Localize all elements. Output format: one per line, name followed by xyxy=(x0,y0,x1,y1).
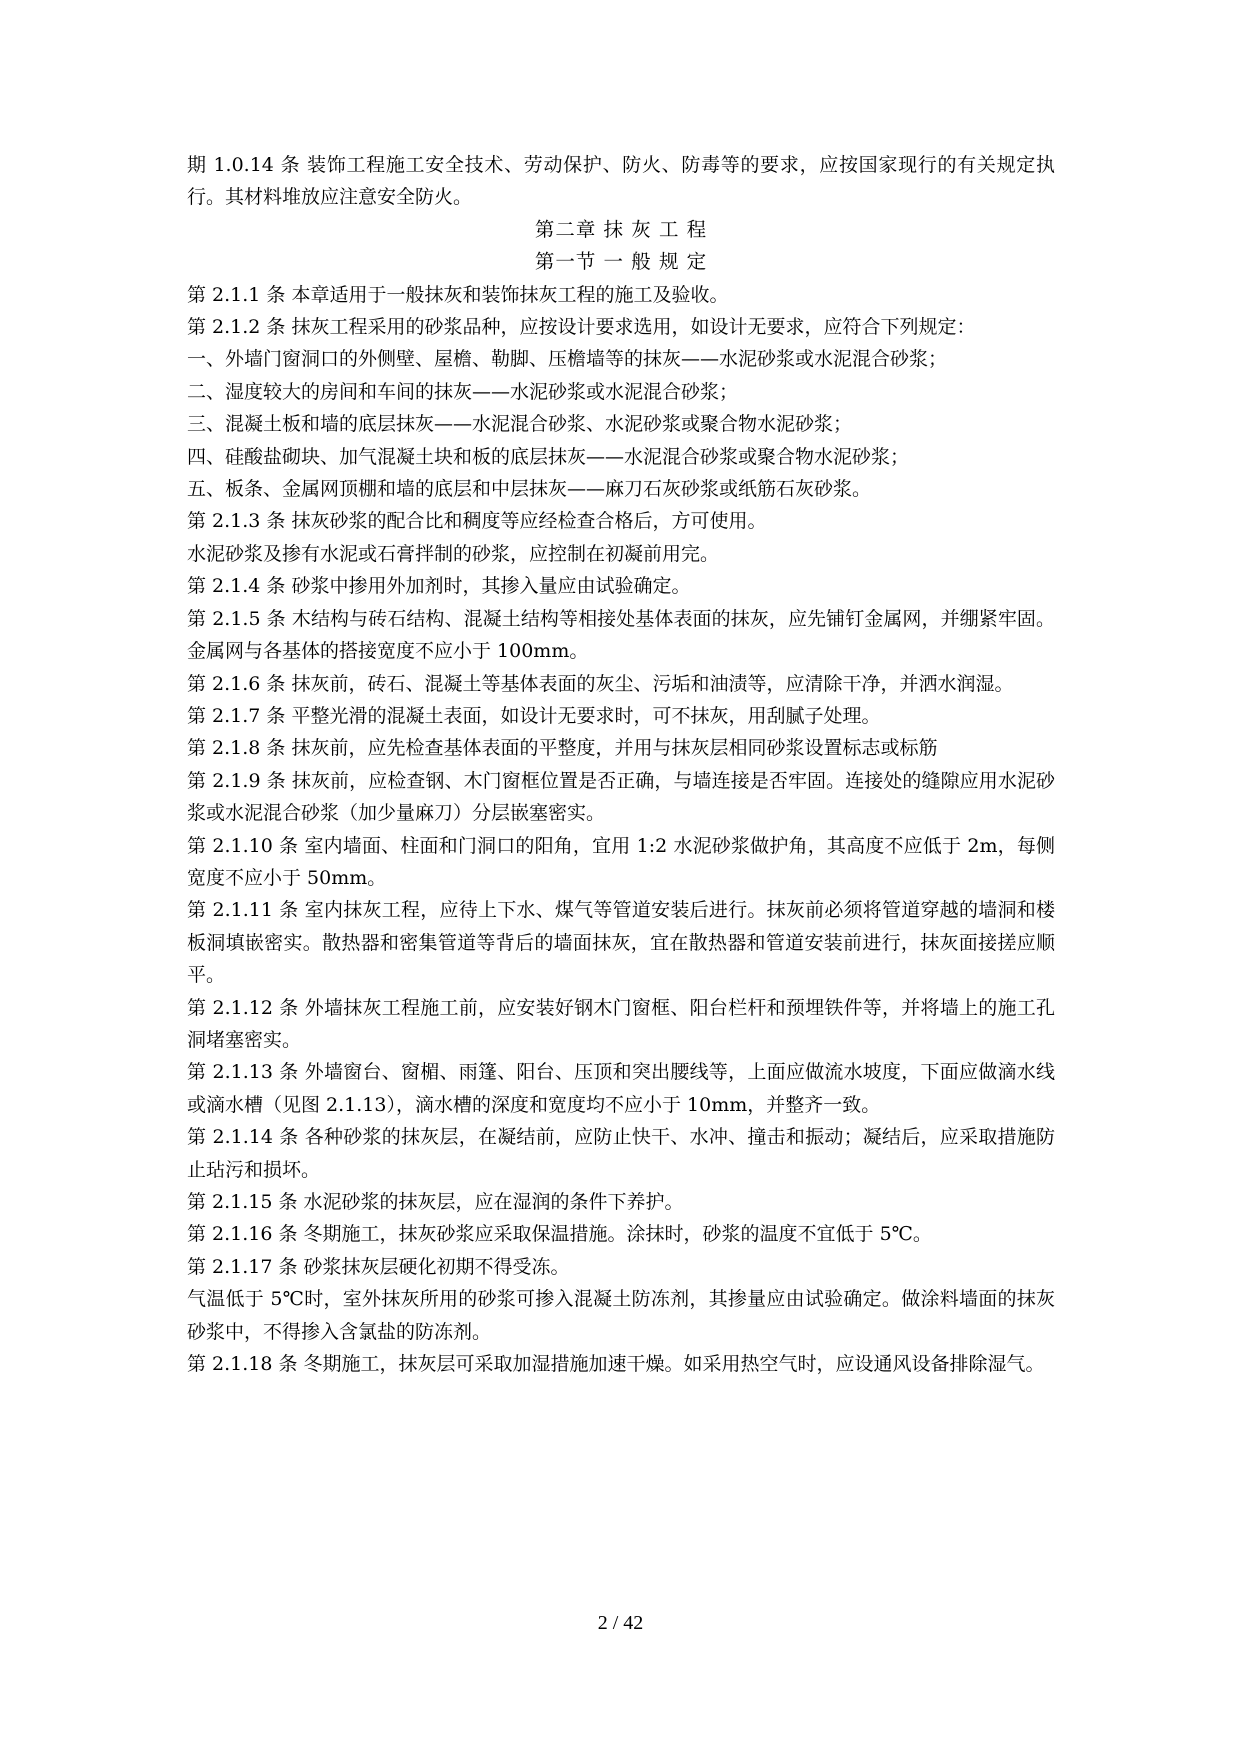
list-item: 二、湿度较大的房间和车间的抹灰——水泥砂浆或水泥混合砂浆； xyxy=(187,380,739,403)
page-content xyxy=(187,149,1055,1380)
section-heading: 第一节 一 般 规 定 xyxy=(534,250,708,274)
paragraph: 第 2.1.1 条 本章适用于一般抹灰和装饰抹灰工程的施工及验收。 xyxy=(187,283,729,306)
paragraph: 第 2.1.17 条 砂浆抹灰层硬化初期不得受冻。 xyxy=(187,1255,570,1278)
paragraph: 第 2.1.13 条 外墙窗台、窗楣、雨篷、阳台、压顶和突出腰线等，上面应做流水坡度，下面应做滴水线或滴水槽（见图 2.1.13），滴水槽的深度和宽度均不应小于 10mm，并整齐一致。 xyxy=(187,1061,1055,1116)
paragraph: 水泥砂浆及掺有水泥或石膏拌制的砂浆，应控制在初凝前用完。 xyxy=(187,542,720,565)
paragraph: 第 2.1.11 条 室内抹灰工程，应待上下水、煤气等管道安装后进行。抹灰前必须将管道穿越的墙洞和楼板洞填嵌密实。散热器和密集管道等背后的墙面抹灰，宜在散热器和管道安装前进行，抹灰面接搓应顺平。 xyxy=(187,899,1055,987)
paragraph: 气温低于 5℃时，室外抹灰所用的砂浆可掺入混凝土防冻剂，其掺量应由试验确定。做涂料墙面的抹灰砂浆中，不得掺入含氯盐的防冻剂。 xyxy=(187,1288,1055,1343)
paragraph: 第 2.1.16 条 冬期施工，抹灰砂浆应采取保温措施。涂抹时，砂浆的温度不宜低于 5℃。 xyxy=(187,1223,932,1246)
list-item: 四、硅酸盐砌块、加气混凝土块和板的底层抹灰——水泥混合砂浆或聚合物水泥砂浆； xyxy=(187,445,910,468)
paragraph: 第 2.1.12 条 外墙抹灰工程施工前，应安装好钢木门窗框、阳台栏杆和预埋铁件等，并将墙上的施工孔洞堵塞密实。 xyxy=(187,996,1055,1051)
paragraph: 第 2.1.7 条 平整光滑的混凝土表面，如设计无要求时，可不抹灰，用刮腻子处理。 xyxy=(187,704,881,727)
paragraph: 第 2.1.15 条 水泥砂浆的抹灰层，应在湿润的条件下养护。 xyxy=(187,1191,684,1213)
paragraph: 第 2.1.9 条 抹灰前，应检查钢、木门窗框位置是否正确，与墙连接是否牢固。连接处的缝隙应用水泥砂浆或水泥混合砂浆（加少量麻刀）分层嵌塞密实。 xyxy=(187,769,1055,825)
list-item: 一、外墙门窗洞口的外侧壁、屋檐、勒脚、压檐墙等的抹灰——水泥砂浆或水泥混合砂浆； xyxy=(187,348,948,371)
paragraph: 第 2.1.8 条 抹灰前，应先检查基体表面的平整度，并用与抹灰层相同砂浆设置标志或标筋 xyxy=(187,737,938,760)
paragraph: 第 2.1.18 条 冬期施工，抹灰层可采取加湿措施加速干燥。如采用热空气时，应设通风设备排除湿气。 xyxy=(187,1353,1045,1376)
page-number: 2 / 42 xyxy=(597,1612,644,1634)
paragraph: 第 2.1.6 条 抹灰前，砖石、混凝土等基体表面的灰尘、污垢和油渍等，应清除干净，并洒水润湿。 xyxy=(187,672,1014,695)
paragraph: 第 2.1.2 条 抹灰工程采用的砂浆品种，应按设计要求选用，如设计无要求，应符合下列规定： xyxy=(187,316,976,339)
list-item: 五、板条、金属网顶棚和墙的底层和中层抹灰——麻刀石灰砂浆或纸筋石灰砂浆。 xyxy=(187,478,872,501)
paragraph: 第 2.1.3 条 抹灰砂浆的配合比和稠度等应经检查合格后，方可使用。 xyxy=(187,510,767,533)
chapter-heading: 第二章 抹 灰 工 程 xyxy=(534,217,708,241)
paragraph: 第 2.1.10 条 室内墙面、柱面和门洞口的阳角，宜用 1:2 水泥砂浆做护角，其高度不应低于 2m，每侧宽度不应小于 50mm。 xyxy=(187,834,1055,889)
paragraph: 第 2.1.5 条 木结构与砖石结构、混凝土结构等相接处基体表面的抹灰，应先铺钉金属网，并绷紧牢固。金属网与各基体的搭接宽度不应小于 100mm。 xyxy=(187,607,1055,663)
intro-paragraph: 期 1.0.14 条 装饰工程施工安全技术、劳动保护、防火、防毒等的要求，应按国家现行的有关规定执行。其材料堆放应注意安全防火。 xyxy=(187,154,1055,209)
paragraph: 第 2.1.4 条 砂浆中掺用外加剂时，其掺入量应由试验确定。 xyxy=(187,575,691,598)
paragraph: 第 2.1.14 条 各种砂浆的抹灰层，在凝结前，应防止快干、水冲、撞击和振动；凝结后，应采取措施防止玷污和损坏。 xyxy=(187,1126,1055,1181)
list-item: 三、混凝土板和墙的底层抹灰——水泥混合砂浆、水泥砂浆或聚合物水泥砂浆； xyxy=(187,413,853,436)
